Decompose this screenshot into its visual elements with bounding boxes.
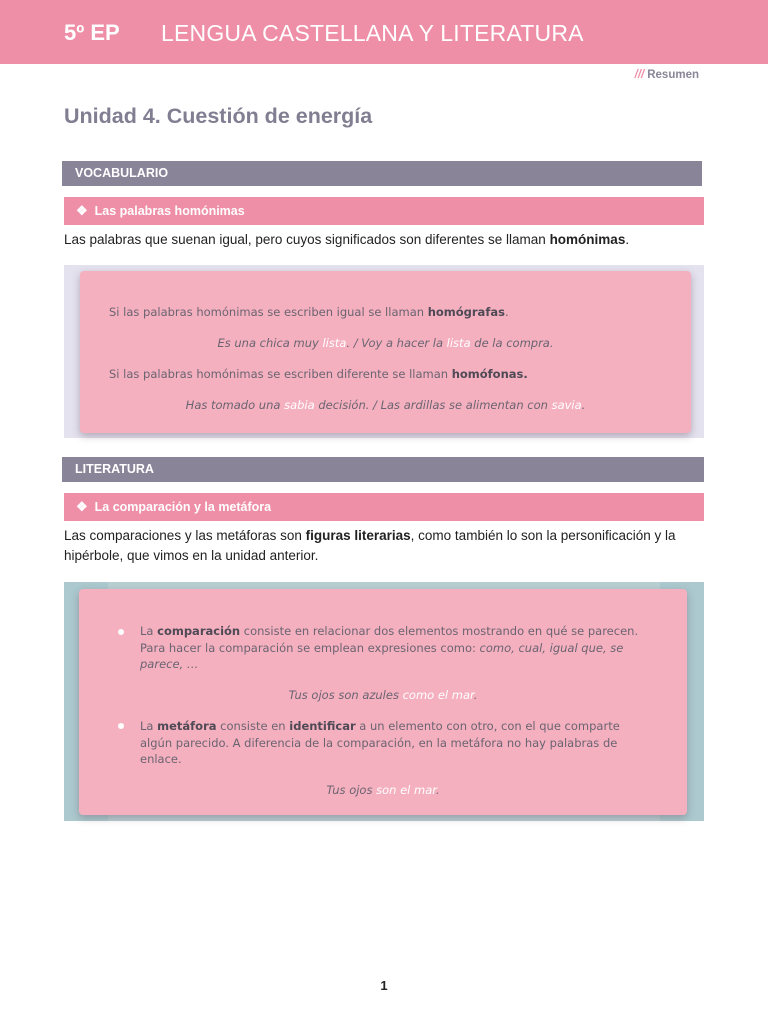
bullet-dot-icon <box>118 723 124 729</box>
b1-b: consiste en relacionar dos elementos mostrando en qué se parecen. Para hacer la comparación se emplean expresiones como: <box>140 624 639 655</box>
b1-bold: comparación <box>157 624 241 638</box>
ex1-highlight: como el mar <box>402 688 474 702</box>
ex2-highlight-1: sabia <box>284 398 315 412</box>
intro-bold: figuras literarias <box>305 528 411 543</box>
homografas-line <box>109 305 509 319</box>
ex1-a: Es una chica muy <box>217 336 323 350</box>
tag-label: Resumen <box>647 69 699 81</box>
l1-bold: homógrafas <box>427 305 505 319</box>
intro-end: . <box>625 232 630 247</box>
diamond-bullet-icon: ❖ <box>76 499 88 514</box>
literature-intro <box>64 526 714 566</box>
subsection-homonimas <box>64 197 704 225</box>
l2-bold: homófonas. <box>451 367 528 381</box>
intro-text: Las comparaciones y las metáforas son <box>64 528 306 543</box>
ex1-b: . <box>473 688 478 702</box>
ex1-c: de la compra. <box>470 336 554 350</box>
summary-tag <box>635 69 699 81</box>
l2-text: Si las palabras homónimas se escriben diferente se llaman <box>109 367 452 381</box>
ex1-highlight-1: lista <box>322 336 347 350</box>
metafora-definition <box>140 718 650 768</box>
grade-label: 5º EP <box>64 20 120 45</box>
tag-slashes: /// <box>634 69 645 81</box>
ex1-a: Tus ojos son azules <box>288 688 403 702</box>
section-literatura: LITERATURA <box>62 457 704 482</box>
top-banner <box>0 0 768 64</box>
l1-end: . <box>504 305 509 319</box>
intro-bold: homónimas <box>549 232 626 247</box>
homofonas-line <box>109 367 528 381</box>
unit-title: Unidad 4. Cuestión de energía <box>64 104 373 128</box>
intro-text: Las palabras que suenan igual, pero cuyos significados son diferentes se llaman <box>64 232 550 247</box>
ex2-highlight-2: savia <box>551 398 582 412</box>
b2-a: La <box>140 719 158 733</box>
diamond-bullet-icon: ❖ <box>76 203 88 218</box>
ex2-b: decisión. / Las ardillas se alimentan con <box>314 398 552 412</box>
vocab-card <box>80 271 691 433</box>
ex2-b: . <box>435 783 440 797</box>
b2-bold-1: metáfora <box>157 719 217 733</box>
b1-a: La <box>140 624 158 638</box>
homofonas-example <box>80 398 691 412</box>
metafora-example <box>79 783 687 797</box>
subsection-comparacion <box>64 493 704 521</box>
subject-title: LENGUA CASTELLANA Y LITERATURA <box>161 20 584 46</box>
b2-c: a un elemento con otro, con el que comparte algún parecido. A diferencia de la comparación, en la metáfora no hay palabras de enlace. <box>140 719 620 766</box>
l1-text: Si las palabras homónimas se escriben igual se llaman <box>109 305 428 319</box>
comparacion-example <box>79 688 687 702</box>
homografas-example <box>80 336 691 350</box>
b2-bold-2: identificar <box>289 719 356 733</box>
literature-card <box>79 589 687 815</box>
subsection-label: La comparación y la metáfora <box>94 500 272 514</box>
intro-end: , como también lo son la personificación y la hipérbole, que vimos en la unidad anterior. <box>64 528 676 563</box>
ex1-b: . / Voy a hacer la <box>346 336 447 350</box>
section-vocabulario: VOCABULARIO <box>62 161 702 186</box>
comparacion-definition <box>140 623 650 673</box>
ex2-c: . <box>581 398 586 412</box>
b2-b: consiste en <box>216 719 290 733</box>
b1-italic: como, cual, igual que, se parece, … <box>140 640 624 671</box>
page-number: 1 <box>380 978 388 993</box>
ex1-highlight-2: lista <box>446 336 471 350</box>
bullet-dot-icon <box>118 629 124 635</box>
ex2-a: Tus ojos <box>326 783 377 797</box>
vocab-intro <box>64 230 714 250</box>
ex2-highlight: son el mar <box>376 783 436 797</box>
ex2-a: Has tomado una <box>185 398 285 412</box>
subsection-label: Las palabras homónimas <box>94 204 245 218</box>
